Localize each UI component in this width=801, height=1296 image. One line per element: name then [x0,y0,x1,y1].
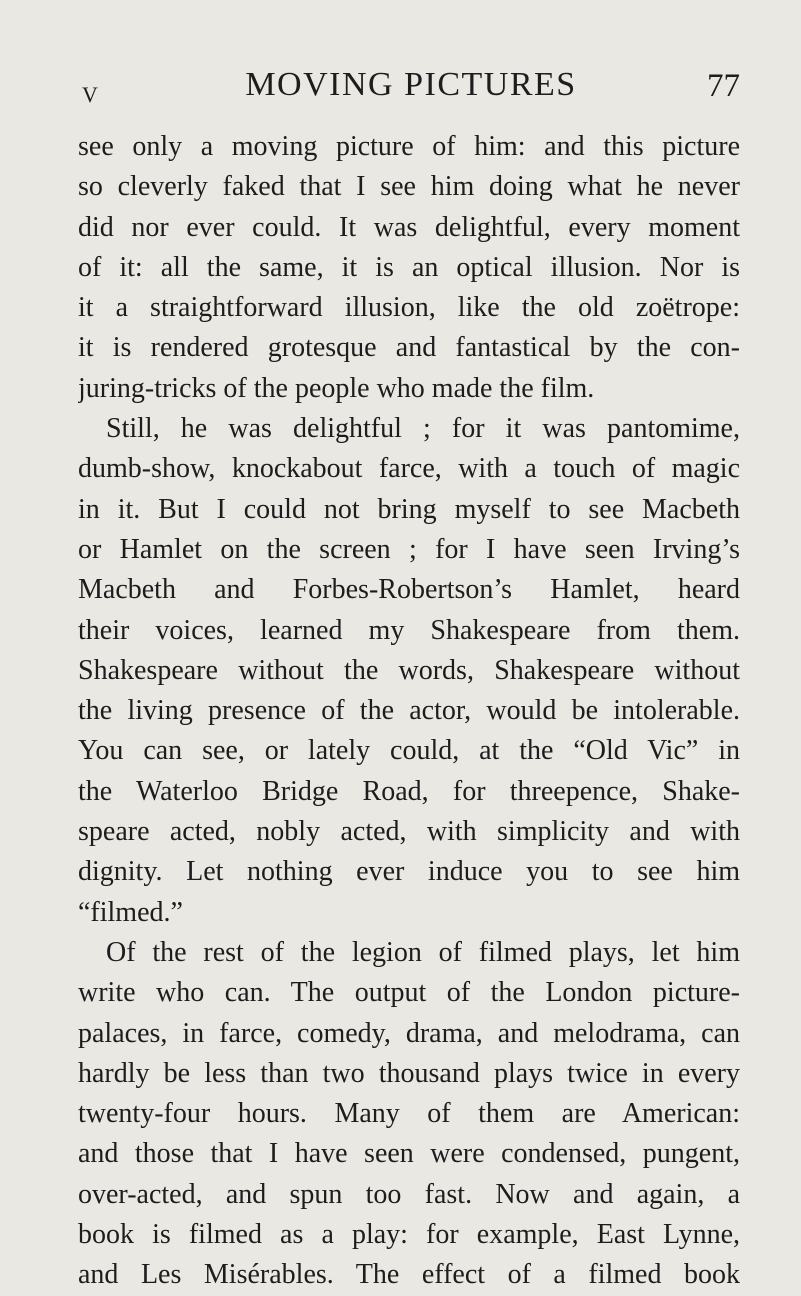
text-line: write who can. The output of the London picture- [78,977,740,1009]
text-line: their voices, learned my Shakespeare from them. [78,614,740,646]
text-line: it a straightforward illusion, like the old zoëtrope: [78,292,740,324]
text-line: speare acted, nobly acted, with simplicity and with [78,816,740,848]
text-line: over-acted, and spun too fast. Now and again, a [78,1178,740,1210]
text-line: so cleverly faked that I see him doing what he never [78,171,740,203]
page-number: 77 [707,68,740,104]
text-line: juring-tricks of the people who made the film. [78,372,595,404]
text-line: it is rendered grotesque and fantastical by the con- [78,332,740,364]
text-line: Macbeth and Forbes-Robertson’s Hamlet, heard [78,574,740,606]
text-line: did nor ever could. It was delightful, every moment [78,211,740,243]
text-line: and Les Misérables. The effect of a filmed book [78,1259,740,1291]
text-line: the living presence of the actor, would be intolerable. [78,695,740,727]
text-line: “filmed.” [78,896,183,928]
chapter-number: V [82,82,99,107]
text-line: the Waterloo Bridge Road, for threepence, Shake- [78,775,740,807]
text-line: Still, he was delightful ; for it was pantomime, [106,413,740,445]
body-text [78,127,740,1296]
text-line: in it. But I could not bring myself to see Macbeth [78,493,740,525]
running-header [82,66,740,110]
text-line: or Hamlet on the screen ; for I have seen Irving’s [78,533,740,565]
text-line: dumb-show, knockabout farce, with a touch of magic [78,453,740,485]
text-line: of it: all the same, it is an optical illusion. Nor is [78,251,740,283]
running-title: MOVING PICTURES [245,66,577,103]
text-line: hardly be less than two thousand plays twice in every [78,1057,740,1089]
text-line: twenty-four hours. Many of them are American: [78,1098,740,1130]
text-line: Of the rest of the legion of filmed plays, let him [106,936,740,968]
text-line: palaces, in farce, comedy, drama, and melodrama, can [78,1017,740,1049]
text-line: and those that I have seen were condensed, pungent, [78,1138,740,1170]
text-line: dignity. Let nothing ever induce you to see him [78,856,740,888]
text-line: see only a moving picture of him: and this picture [78,131,740,162]
text-line: You can see, or lately could, at the “Old Vic” in [78,735,740,767]
text-line: book is filmed as a play: for example, East Lynne, [78,1219,740,1251]
text-line: Shakespeare without the words, Shakespeare without [78,654,740,686]
